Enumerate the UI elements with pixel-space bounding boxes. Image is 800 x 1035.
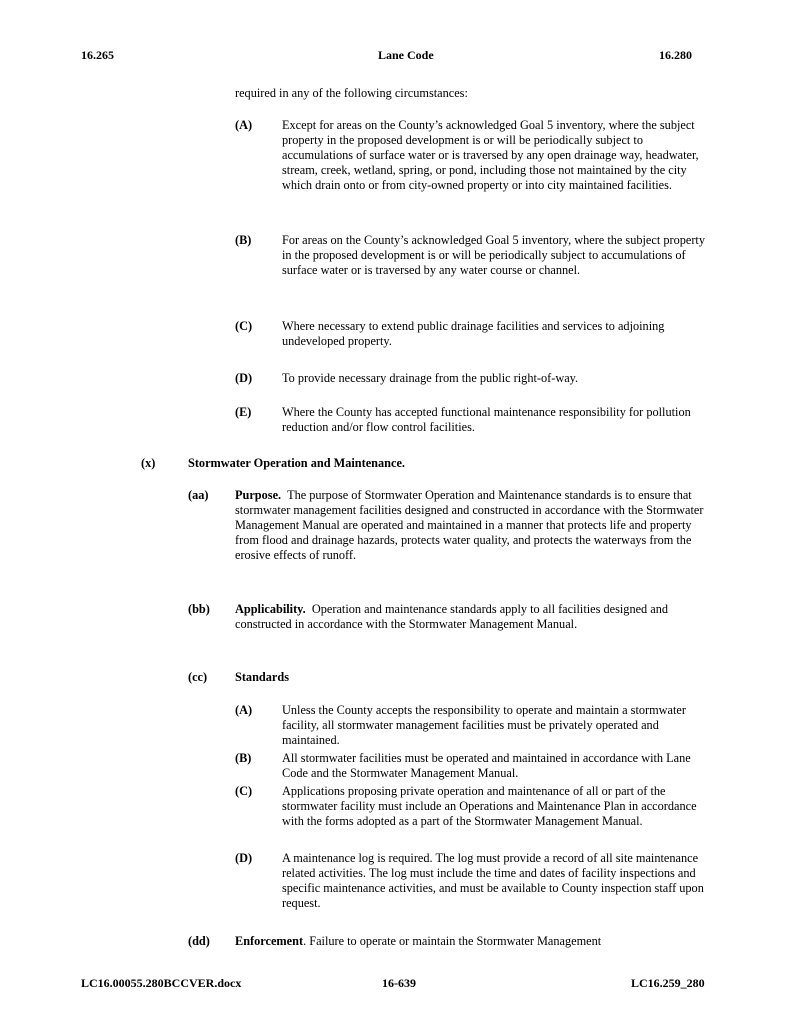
section-x-label: (x): [141, 456, 156, 470]
section-x-title: Stormwater Operation and Maintenance.: [188, 456, 405, 470]
circumstance-label-e: (E): [235, 405, 252, 419]
circumstance-text-e: Where the County has accepted functional maintenance responsibility for pollution reduction and/or flow control facilities.: [282, 405, 691, 434]
cc-heading: Standards: [235, 670, 289, 684]
dd-heading: Enforcement: [235, 934, 304, 948]
standard-label-a: (A): [235, 703, 253, 717]
header-title: Lane Code: [378, 48, 434, 62]
circumstance-label-a: (A): [235, 118, 253, 132]
footer-page-number: 16-639: [382, 976, 416, 990]
cc-label: (cc): [188, 670, 208, 684]
footer-filename: LC16.00055.280BCCVER.docx: [81, 976, 242, 990]
aa-label: (aa): [188, 488, 209, 502]
circumstance-text-a: Except for areas on the County’s acknowledged Goal 5 inventory, where the subject property in the proposed development is or will be periodically subject to accumulations of surface water or is traversed by any open drainage way, headwater, stream, creek, wetland, spring, or pond, including those not maintained by the city which drain onto or from city-owned property or into city maintained facilities.: [282, 118, 699, 192]
circumstance-text-c: Where necessary to extend public drainage facilities and services to adjoining undeveloped property.: [282, 319, 665, 348]
standard-label-d: (D): [235, 851, 253, 865]
circumstance-label-b: (B): [235, 233, 252, 247]
bb-heading: Applicability.: [235, 602, 306, 616]
standard-text-d: A maintenance log is required. The log must provide a record of all site maintenance related activities. The log must include the time and dates of facility inspections and specific maintenance activities, and must be available to County inspection staff upon request.: [282, 851, 704, 910]
bb-label: (bb): [188, 602, 210, 616]
standard-text-b: All stormwater facilities must be operated and maintained in accordance with Lane Code and the Stormwater Management Manual.: [282, 751, 691, 780]
header-section-end: 16.280: [659, 48, 692, 62]
bb-text: Operation and maintenance standards apply to all facilities designed and constructed in accordance with the Stormwater Management Manual.: [235, 602, 669, 631]
intro-text: required in any of the following circumstances:: [235, 86, 468, 100]
dd-label: (dd): [188, 934, 210, 948]
standard-text-c: Applications proposing private operation and maintenance of all or part of the stormwater facility must include an Operations and Maintenance Plan in accordance with the forms adopted as a part of the Stormwater Management Manual.: [282, 784, 697, 828]
aa-heading: Purpose.: [235, 488, 282, 502]
standard-text-a: Unless the County accepts the responsibility to operate and maintain a stormwater facility, all stormwater management facilities must be privately operated and maintained.: [282, 703, 686, 747]
bb-paragraph: [235, 602, 675, 632]
standard-label-c: (C): [235, 784, 253, 798]
standard-label-b: (B): [235, 751, 252, 765]
header-section-start: 16.265: [81, 48, 114, 62]
circumstance-text-d: To provide necessary drainage from the public right-of-way.: [282, 371, 579, 385]
aa-text: The purpose of Stormwater Operation and Maintenance standards is to ensure that stormwater management facilities designed and constructed in accordance with the Stormwater Management Manual are operated and maintained in a manner that protects life and property from flood and drainage hazards, protects water quality, and protects the waterways from the erosive effects of runoff.: [235, 488, 704, 562]
dd-paragraph: [235, 934, 709, 949]
circumstance-label-d: (D): [235, 371, 253, 385]
aa-paragraph: [235, 488, 709, 563]
dd-text: . Failure to operate or maintain the Stormwater Management: [303, 934, 602, 948]
circumstance-text-b: For areas on the County’s acknowledged Goal 5 inventory, where the subject property in the proposed development is or will be periodically subject to accumulations of surface water or is traversed by any water course or channel.: [282, 233, 705, 277]
footer-doc-range: LC16.259_280: [631, 976, 705, 990]
circumstance-label-c: (C): [235, 319, 253, 333]
